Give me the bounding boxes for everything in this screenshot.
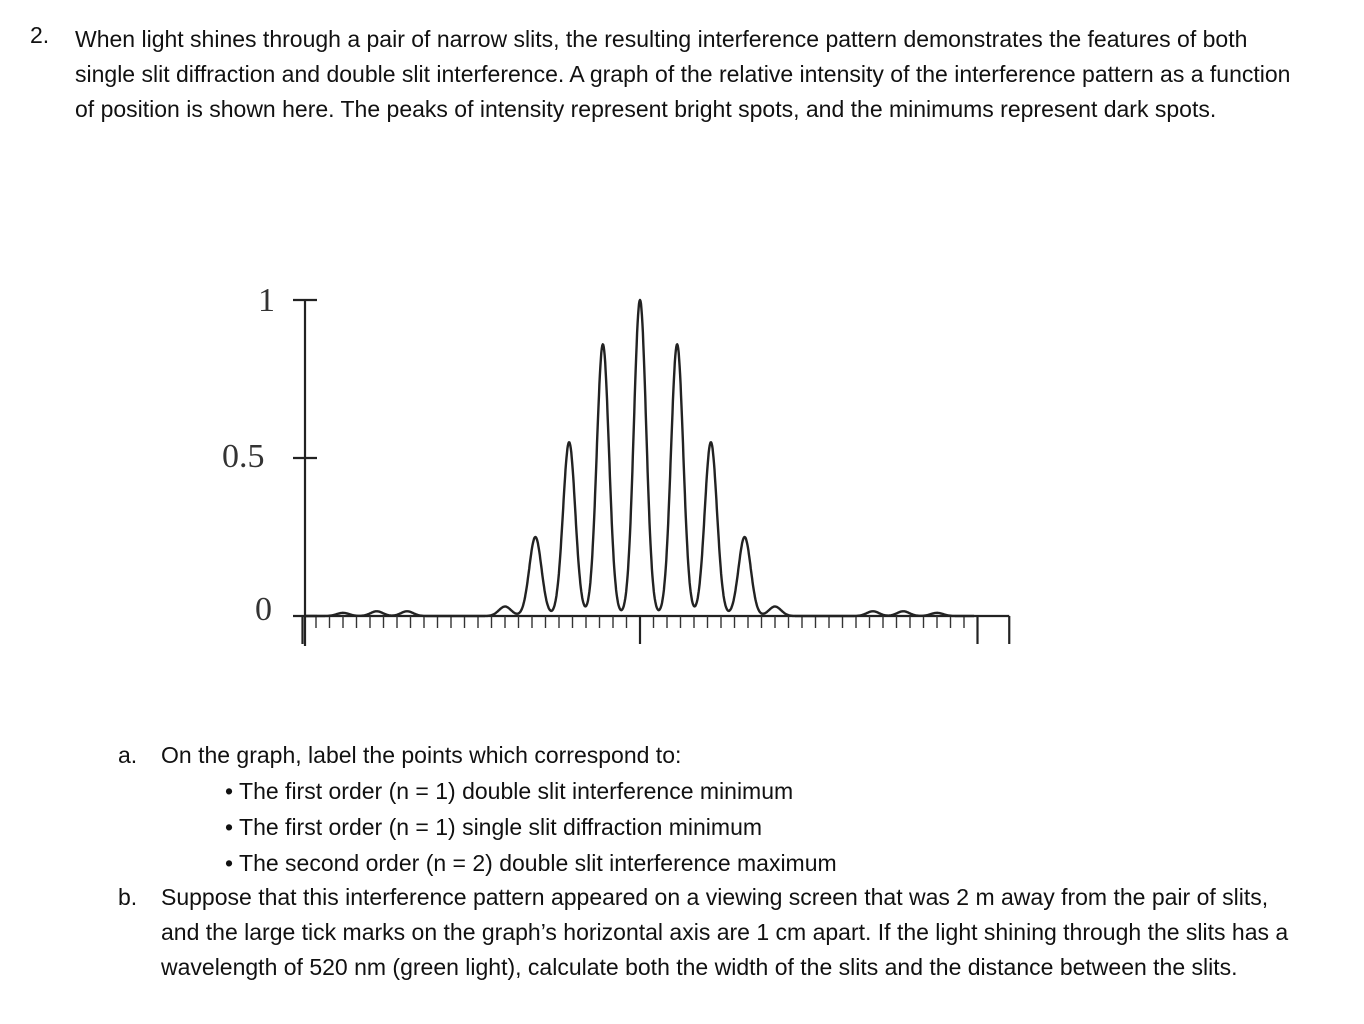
part-b-prompt: Suppose that this interference pattern appeared on a viewing screen that was 2 m away from the pair of slits, and the large tick marks on the graph’s horizontal axis are 1 cm apart. If the light shining through the slits has a wavelength of 520 nm (green light), calculate both the width of the slits and the distance between the slits. (161, 884, 1289, 980)
question-text: When light shines through a pair of narrow slits, the resulting interference pattern demonstrates the features of both single slit diffraction and double slit interference. A graph of the relative intensity of the interference pattern as a function of position is shown here. The peaks of intensity represent bright spots, and the minimums represent dark spots. (75, 26, 1291, 122)
bullet-item: • The first order (n = 1) double slit interference minimum (225, 778, 794, 804)
y-tick-label: 1 (258, 282, 275, 319)
intensity-line (306, 300, 974, 616)
question-number: 2. (30, 22, 50, 48)
part-a-label: a. (118, 742, 138, 768)
axes (293, 300, 1009, 646)
part-b-label: b. (118, 884, 138, 910)
bullet-item: • The second order (n = 2) double slit interference maximum (225, 850, 837, 876)
part-a-prompt: On the graph, label the points which correspond to: (161, 742, 682, 768)
bullet-item: • The first order (n = 1) single slit diffraction minimum (225, 814, 763, 840)
part-a-bullets (225, 773, 837, 881)
intensity-graph (0, 250, 1364, 670)
intensity-curve (306, 300, 974, 616)
y-tick-label: 0 (255, 591, 272, 628)
y-tick-label: 0.5 (222, 438, 265, 475)
